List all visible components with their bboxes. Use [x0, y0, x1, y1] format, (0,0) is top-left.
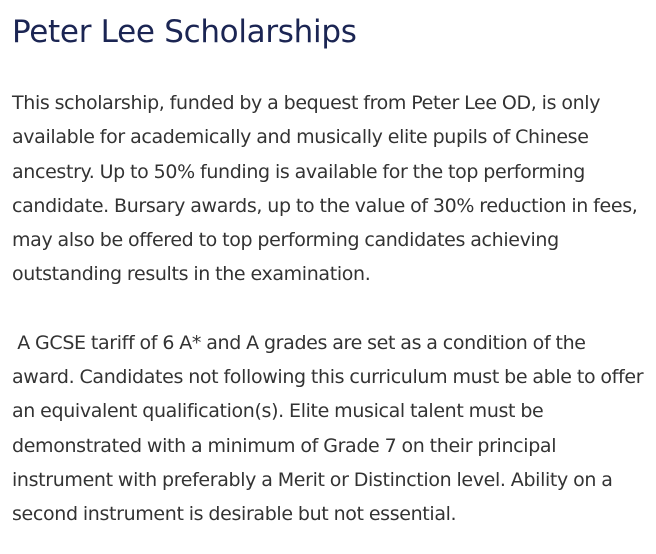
page-title: Peter Lee Scholarships [12, 14, 357, 50]
scholarship-section [12, 0, 652, 532]
scholarship-requirements-paragraph: A GCSE tariff of 6 A* and A grades are set as a condition of the award. Candidates not following this curriculum must be able to offer an equivalent qualification(s). Elite musical talent must be demonstrated with a minimum of Grade 7 on their principal instrument with preferably a Merit or Distinction level. Ability on a second instrument is desirable but not essential. [12, 331, 649, 526]
scholarship-description-paragraph: This scholarship, funded by a bequest from Peter Lee OD, is only available for academically and musically elite pupils of Chinese ancestry. Up to 50% funding is available for the top performing candidate. Bursary awards, up to the value of 30% reduction in fees, may also be offered to top performing candidates achieving outstanding results in the examination. [12, 92, 638, 286]
